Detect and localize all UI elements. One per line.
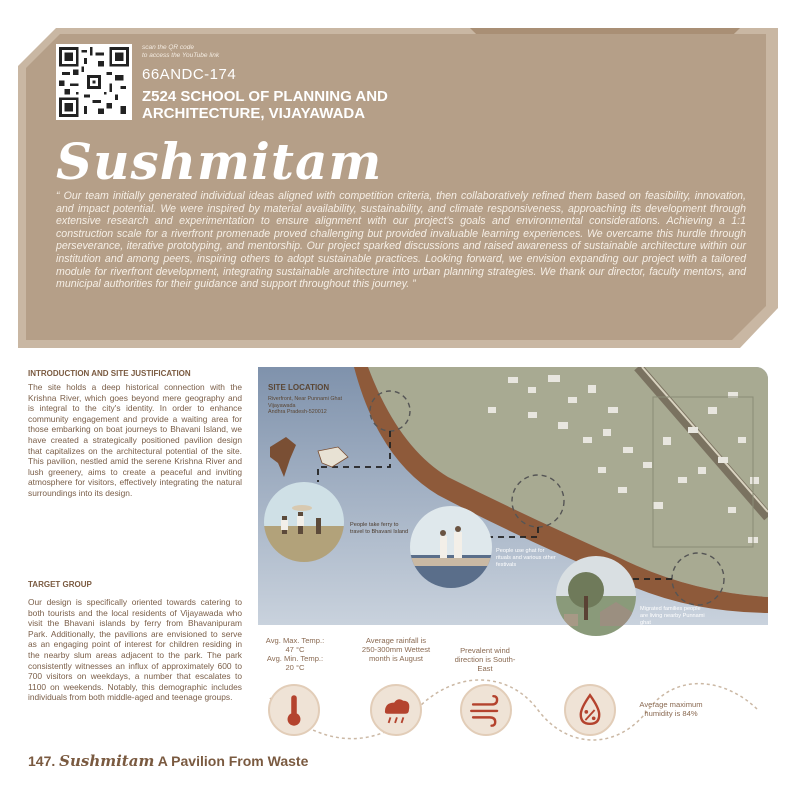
settlement-photo: [556, 556, 636, 636]
qr-instruction: [142, 44, 219, 60]
qr-note-line: to access the YouTube link: [142, 52, 220, 59]
youtube-qr-code[interactable]: [56, 44, 132, 120]
settlement-caption: Migrated families people are living nearby Punnami ghat: [640, 606, 705, 626]
intro-body: The site holds a deep historical connection with the Krishna River, which goes beyond mere geography and is integral to the city's identity. In order to enhance community engagement and provide a waiting area for those embarking on boat journeys to Bhavani Island, we have created a strategically positioned pavilion design that capitalizes on the architectural potential of the site. This pavilion, nestled amid the serene Krishna River and lush greenery, aims to create a peaceful and inviting atmosphere for visitors, effectively integrating the natural surroundings into its design.: [28, 382, 242, 498]
target-heading: TARGET GROUP: [28, 580, 92, 589]
college-name-line: Z524 SCHOOL OF PLANNING AND: [142, 88, 388, 105]
ferry-caption: People take ferry to travel to Bhavani Island: [350, 522, 409, 535]
footer-title: [28, 752, 308, 770]
college-name: [142, 88, 462, 122]
site-address-line: Andhra Pradesh-520012: [268, 409, 327, 416]
site-location-label: SITE LOCATION: [268, 383, 330, 392]
target-body: Our design is specifically oriented towards catering to both tourists and the local residents of Vijayawada who visit the Bhavani islands by ferry from Bhavanipuram Park. Additionally, the pavilions are envisioned to serve as an engaging point of interest for children residing in the nearby slum areas adjacent to the park. The park consistently witnesses an influx of approximately 600 to 700 visitors on weekdays, a number that escalates to 1100 on weekends. Notably, this demographic includes individuals from both middle-aged and teenage groups.: [28, 597, 242, 703]
temp-min: Avg. Min. Temp.: 20 °C: [266, 654, 324, 672]
site-address-line: Vijayawada: [268, 402, 296, 409]
site-address-line: Riverfront, Near Punnami Ghat: [268, 396, 343, 402]
footer-subtitle: A Pavilion From Waste: [157, 753, 309, 769]
ferry-photo: [264, 482, 344, 562]
college-name-line: ARCHITECTURE, VIJAYAWADA: [142, 105, 366, 122]
site-address: [268, 396, 358, 416]
wind-text: Prevalent wind direction is South-East: [454, 646, 516, 673]
team-id: 66ANDC-174: [142, 66, 237, 83]
thermometer-icon: [268, 684, 320, 736]
qr-note-line: scan the QR code: [142, 44, 195, 51]
ghat-caption: People use ghat for rituals and various other festivals: [496, 548, 556, 568]
wind-icon: [460, 684, 512, 736]
humidity-drop-icon: [564, 684, 616, 736]
ghat-photo: [410, 506, 492, 588]
team-statement: “ Our team initially generated individual ideas aligned with competition criteria, then collaboratively refined them based on feasibility, innovation, and impact potential. We were inspired by material availability, sustainability, and climate responsiveness, approaching its development through extensive research and experimentation to ensure alignment with our project's goals and environmental considerations. Achieving a 1:1 construction scale for a riverfront promenade proved challenging but provided invaluable learning experiences. We overcame this hurdle through perseverance, iterative prototyping, and mentorship. Our project sparked discussions and raised awareness of sustainable architecture within our institution and among peers, inspiring others to adopt sustainable practices. Looking forward, we envision expanding our project with a tailored module for riverfront development, integrating sustainable architecture into urban planning strategies. We thank our director, faculty mentors, and municipal authorities for their guidance and support throughout this journey. ”: [56, 190, 746, 291]
temperature-text: [262, 636, 328, 672]
intro-heading: INTRODUCTION AND SITE JUSTIFICATION: [28, 369, 191, 378]
temp-max: Avg. Max. Temp.: 47 °C: [265, 636, 325, 654]
footer-project-name: Sushmitam: [59, 752, 155, 770]
project-title: Sushmitam: [56, 132, 383, 191]
humidity-text: Average maximum humidity is 84%: [639, 700, 703, 718]
rain-cloud-icon: [370, 684, 422, 736]
rainfall-text: Average rainfall is 250-300mm Wettest month is August: [361, 636, 431, 663]
footer-number: 147.: [28, 753, 56, 769]
